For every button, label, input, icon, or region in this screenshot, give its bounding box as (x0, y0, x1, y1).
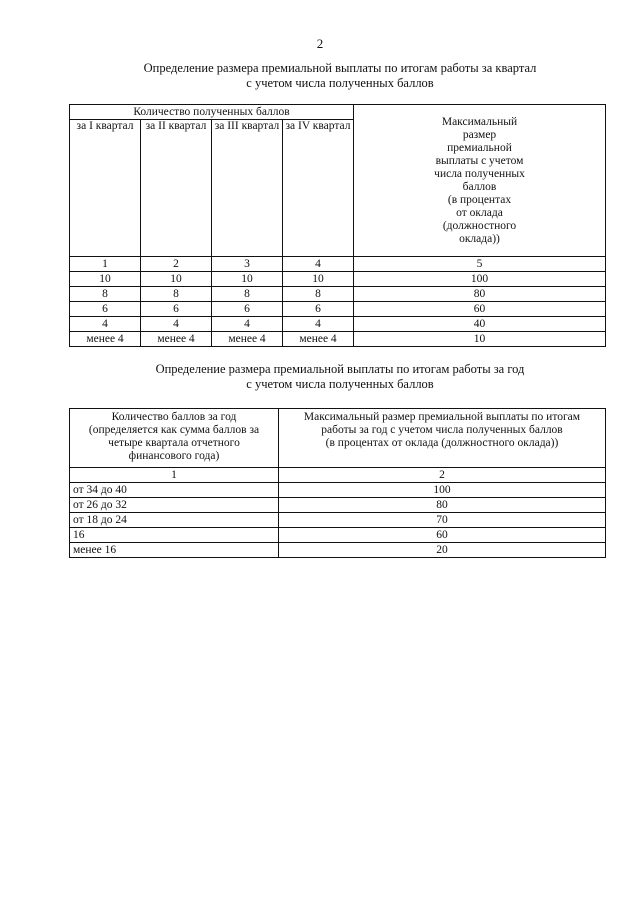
table-row (70, 332, 606, 347)
year-bonus-table (69, 408, 606, 558)
table-cell: 2 (141, 257, 212, 272)
header-line: премиальной (447, 141, 512, 154)
quarter-heading-line-1: Определение размера премиальной выплаты по итогам работы за квартал (143, 61, 537, 75)
table-cell: 6 (70, 302, 141, 317)
header-line: (в процентах от оклада (должностного оклада)) (325, 437, 559, 449)
quarter-1-header: за I квартал (70, 120, 141, 257)
header-line: четыре квартала отчетного (108, 437, 240, 449)
table-cell: 8 (212, 287, 283, 302)
table-cell: 5 (354, 257, 606, 272)
table-row (70, 528, 606, 543)
table-row (70, 543, 606, 558)
header-line: Количество баллов за год (111, 411, 237, 423)
table-cell: 100 (354, 272, 606, 287)
table-cell: 6 (212, 302, 283, 317)
header-line: оклада)) (459, 232, 500, 245)
table-cell: 10 (354, 332, 606, 347)
year-points-header (70, 409, 279, 468)
table-cell: 6 (141, 302, 212, 317)
table-row (70, 513, 606, 528)
table-cell: 70 (279, 513, 606, 528)
table-cell: 1 (70, 257, 141, 272)
table-cell: 10 (141, 272, 212, 287)
header-line: от оклада (456, 206, 503, 219)
table-cell: 10 (70, 272, 141, 287)
table-cell: 60 (279, 528, 606, 543)
quarter-2-header: за II квартал (141, 120, 212, 257)
table-cell: от 26 до 32 (70, 498, 279, 513)
quarter-bonus-table (69, 104, 606, 347)
header-line: выплаты с учетом (435, 154, 524, 167)
table-cell: 80 (279, 498, 606, 513)
table-row (70, 272, 606, 287)
year-heading-line-1: Определение размера премиальной выплаты по итогам работы за год (155, 362, 525, 376)
quarter-4-header: за IV квартал (283, 120, 354, 257)
table-row (70, 498, 606, 513)
header-line: баллов (462, 180, 497, 193)
year-heading-line-2: с учетом числа полученных баллов (246, 377, 434, 391)
table-row (70, 287, 606, 302)
header-line: Максимальный размер премиальной выплаты по итогам (303, 411, 581, 423)
header-line: работы за год с учетом числа полученных баллов (321, 424, 563, 436)
table-cell: 3 (212, 257, 283, 272)
header-line: (определяется как сумма баллов за (88, 424, 260, 436)
table-row (70, 483, 606, 498)
table-cell: менее 16 (70, 543, 279, 558)
year-max-bonus-header (279, 409, 606, 468)
table-cell: 4 (212, 317, 283, 332)
table-row (70, 468, 606, 483)
header-line: Максимальный (441, 115, 518, 128)
table-cell: 16 (70, 528, 279, 543)
table-cell: 4 (283, 257, 354, 272)
table-cell: 6 (283, 302, 354, 317)
table-cell: 4 (283, 317, 354, 332)
table-cell: 10 (283, 272, 354, 287)
table-cell: менее 4 (212, 332, 283, 347)
table-cell: менее 4 (141, 332, 212, 347)
year-section-heading (60, 362, 620, 392)
table-cell: 10 (212, 272, 283, 287)
table-row (70, 302, 606, 317)
table-cell: 4 (70, 317, 141, 332)
table-cell: менее 4 (283, 332, 354, 347)
header-line: (должностного (442, 219, 517, 232)
header-line: (в процентах (447, 193, 512, 206)
table-cell: 1 (70, 468, 279, 483)
table-cell: 2 (279, 468, 606, 483)
header-line: числа полученных (434, 167, 525, 180)
quarter-heading-line-2: с учетом числа полученных баллов (246, 76, 434, 90)
table-cell: 4 (141, 317, 212, 332)
table-cell: 80 (354, 287, 606, 302)
max-bonus-header (354, 105, 606, 257)
table-cell: 8 (283, 287, 354, 302)
table-row (70, 317, 606, 332)
header-line: финансового года) (128, 450, 220, 462)
table-row (70, 257, 606, 272)
quarter-section-heading (60, 61, 620, 91)
page-number: 2 (316, 36, 324, 51)
table-cell: 40 (354, 317, 606, 332)
table-cell: от 34 до 40 (70, 483, 279, 498)
quarter-3-header: за III квартал (212, 120, 283, 257)
table-cell: от 18 до 24 (70, 513, 279, 528)
table-cell: 100 (279, 483, 606, 498)
table-cell: 20 (279, 543, 606, 558)
table-cell: 60 (354, 302, 606, 317)
table-cell: менее 4 (70, 332, 141, 347)
table-cell: 8 (70, 287, 141, 302)
table-cell: 8 (141, 287, 212, 302)
header-line: размер (462, 128, 497, 141)
points-group-header: Количество полученных баллов (70, 105, 354, 120)
